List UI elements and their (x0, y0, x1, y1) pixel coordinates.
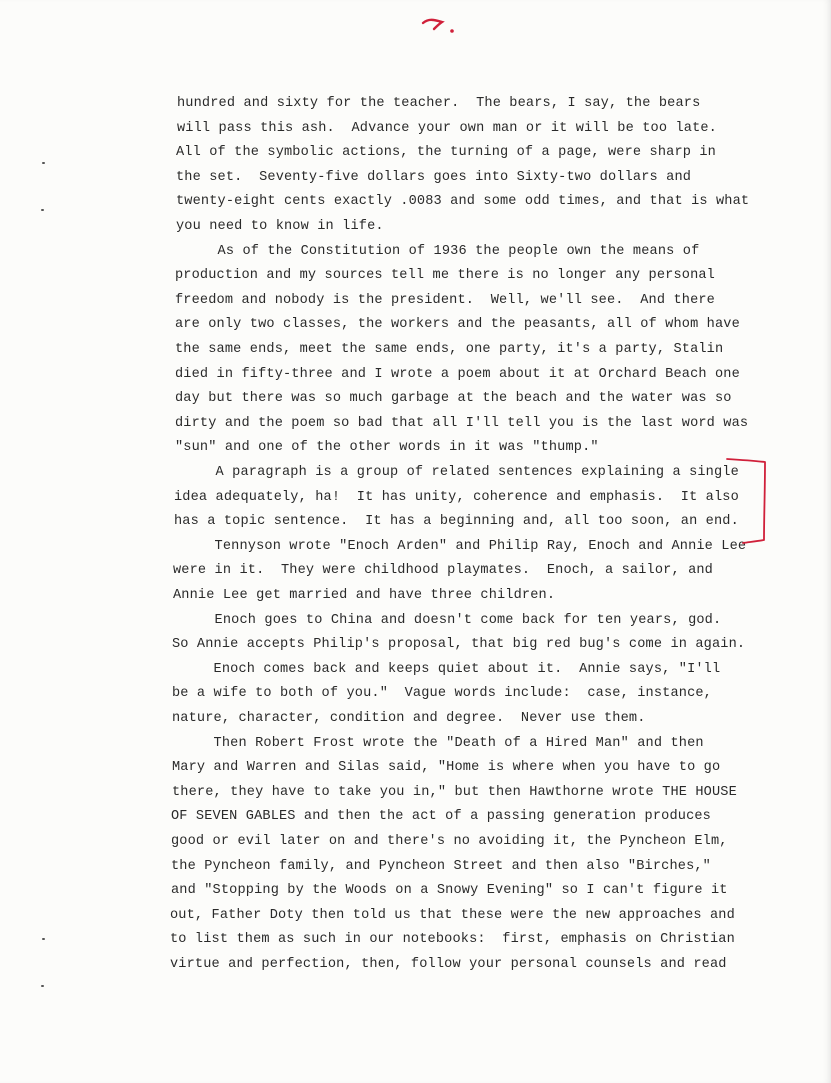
text-line: Tennyson wrote "Enoch Arden" and Philip Ray, Enoch and Annie Lee (173, 538, 747, 554)
text-line: "sun" and one of the other words in it was "thump." (175, 440, 599, 456)
text-line: So Annie accepts Philip's proposal, that big red bug's come in again. (172, 637, 746, 653)
text-line: and "Stopping by the Woods on a Snowy Evening" so I can't figure it (171, 883, 728, 899)
text-line: be a wife to both of you." Vague words include: case, instance, (172, 686, 712, 702)
text-line: the Pyncheon family, and Pyncheon Street and then also "Birches," (171, 858, 711, 874)
text-line: twenty-eight cents exactly .0083 and some odd times, and that is what (176, 194, 750, 210)
text-line: A paragraph is a group of related sentences explaining a single (174, 465, 739, 480)
text-line: the same ends, meet the same ends, one party, it's a party, Stalin (175, 342, 724, 357)
text-line: died in fifty-three and I wrote a poem about it at Orchard Beach one (175, 366, 740, 382)
text-line: production and my sources tell me there is no longer any personal (175, 268, 715, 284)
paper-speck (42, 938, 45, 940)
text-line: Enoch comes back and keeps quiet about it. Annie says, "I'll (172, 661, 721, 677)
text-line: hundred and sixty for the teacher. The bears, I say, the bears (177, 96, 701, 111)
paper-speck (41, 985, 44, 987)
text-line: there, they have to take you in," but then Hawthorne wrote THE HOUSE (172, 784, 737, 800)
text-line: nature, character, condition and degree. Never use them. (172, 711, 646, 726)
text-line: Mary and Warren and Silas said, "Home is where when you have to go (172, 760, 721, 776)
text-line: All of the symbolic actions, the turning of a page, were sharp in (176, 145, 716, 161)
text-line: freedom and nobody is the president. Well, we'll see. And there (175, 292, 715, 308)
text-line: the set. Seventy-five dollars goes into Sixty-two dollars and (176, 169, 692, 185)
text-line: idea adequately, ha! It has unity, coherence and emphasis. It also (174, 489, 739, 505)
text-line: Annie Lee get married and have three children. (173, 588, 556, 603)
text-line: to list them as such in our notebooks: first, emphasis on Christian (170, 932, 735, 948)
text-line: are only two classes, the workers and the peasants, all of whom have (175, 317, 740, 333)
handwritten-page-mark (420, 14, 460, 38)
text-line: virtue and perfection, then, follow your personal counsels and read (170, 957, 727, 972)
paper-speck (41, 209, 44, 211)
text-line: As of the Constitution of 1936 the people own the means of (176, 243, 700, 259)
text-line: OF SEVEN GABLES and then the act of a passing generation produces (171, 809, 711, 825)
text-line: dirty and the poem so bad that all I'll tell you is the last word was (175, 415, 749, 431)
text-line: day but there was so much garbage at the beach and the water was so (175, 391, 732, 407)
text-line: out, Father Doty then told us that these were the new approaches and (170, 907, 735, 923)
text-line: Enoch goes to China and doesn't come back for ten years, god. (173, 612, 722, 628)
text-line: were in it. They were childhood playmates. Enoch, a sailor, and (173, 563, 713, 579)
text-line: will pass this ash. Advance your own man or it will be too late. (177, 120, 717, 136)
text-line: you need to know in life. (176, 219, 384, 234)
paper-speck (42, 162, 45, 164)
margin-bracket-mark (718, 455, 778, 550)
text-line: good or evil later on and there's no avoiding it, the Pyncheon Elm, (171, 834, 728, 849)
text-line: has a topic sentence. It has a beginning and, all too soon, an end. (174, 514, 739, 530)
text-line: Then Robert Frost wrote the "Death of a Hired Man" and then (172, 735, 704, 751)
